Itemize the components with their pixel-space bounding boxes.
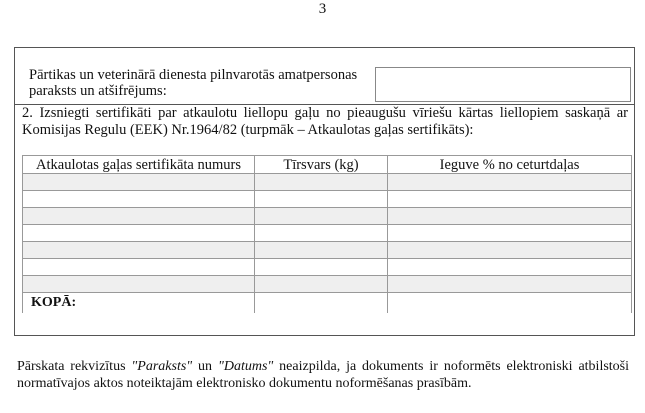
yield-percent-cell[interactable] <box>388 191 632 208</box>
certificate-number-cell[interactable] <box>23 242 255 259</box>
net-weight-cell[interactable] <box>255 208 388 225</box>
certificate-number-cell[interactable] <box>23 276 255 293</box>
certificate-number-cell[interactable] <box>23 225 255 242</box>
footer-text-1: Pārskata rekvizītus <box>17 359 132 374</box>
table-row <box>23 208 632 225</box>
table-row <box>23 191 632 208</box>
table-header-row <box>23 156 632 174</box>
certificate-number-cell[interactable] <box>23 191 255 208</box>
signature-label: Pārtikas un veterinārā dienesta pilnvarotās amatpersonas paraksts un atšifrējums: <box>29 67 358 99</box>
footer-text-3: neaizpilda, ja dokuments ir noformēts elektroniski atbilstoši normatīvajos aktos noteiktajām elektronisko dokumentu noformēšanas prasībām. <box>17 359 630 391</box>
total-label: KOPĀ: <box>23 293 255 313</box>
yield-percent-cell[interactable] <box>388 259 632 276</box>
table-row <box>23 259 632 276</box>
column-header-yield-percent: Ieguve % no ceturtdaļas <box>388 156 632 174</box>
yield-percent-cell[interactable] <box>388 225 632 242</box>
section-2-heading: 2. Izsniegti sertifikāti par atkaulotu liellopu gaļu no pieaugušu vīriešu kārtas liellopiem saskaņā ar Komisijas Regulu (EEK) Nr.1964/82 (turpmāk – Atkaulotas gaļas sertifikāts): <box>22 105 628 138</box>
table-row <box>23 174 632 191</box>
table-row <box>23 225 632 242</box>
column-header-certificate-number: Atkaulotas gaļas sertifikāta numurs <box>23 156 255 174</box>
column-header-net-weight: Tīrsvars (kg) <box>255 156 388 174</box>
form-section-box <box>14 47 635 336</box>
total-row <box>23 293 632 313</box>
total-yield-percent-cell[interactable] <box>388 293 632 313</box>
net-weight-cell[interactable] <box>255 259 388 276</box>
signature-field[interactable] <box>375 67 631 102</box>
net-weight-cell[interactable] <box>255 242 388 259</box>
footer-note <box>17 358 629 392</box>
net-weight-cell[interactable] <box>255 191 388 208</box>
yield-percent-cell[interactable] <box>388 276 632 293</box>
footer-quote-date: "Datums" <box>217 359 274 374</box>
certificate-number-cell[interactable] <box>23 208 255 225</box>
yield-percent-cell[interactable] <box>388 242 632 259</box>
yield-percent-cell[interactable] <box>388 174 632 191</box>
yield-percent-cell[interactable] <box>388 208 632 225</box>
certificate-number-cell[interactable] <box>23 259 255 276</box>
net-weight-cell[interactable] <box>255 276 388 293</box>
certificate-number-cell[interactable] <box>23 174 255 191</box>
footer-text-2: un <box>192 359 218 374</box>
page-number: 3 <box>318 1 327 17</box>
certificates-table <box>22 155 632 313</box>
total-net-weight-cell[interactable] <box>255 293 388 313</box>
table-row <box>23 242 632 259</box>
table-row <box>23 276 632 293</box>
footer-quote-signature: "Paraksts" <box>131 359 193 374</box>
net-weight-cell[interactable] <box>255 174 388 191</box>
net-weight-cell[interactable] <box>255 225 388 242</box>
